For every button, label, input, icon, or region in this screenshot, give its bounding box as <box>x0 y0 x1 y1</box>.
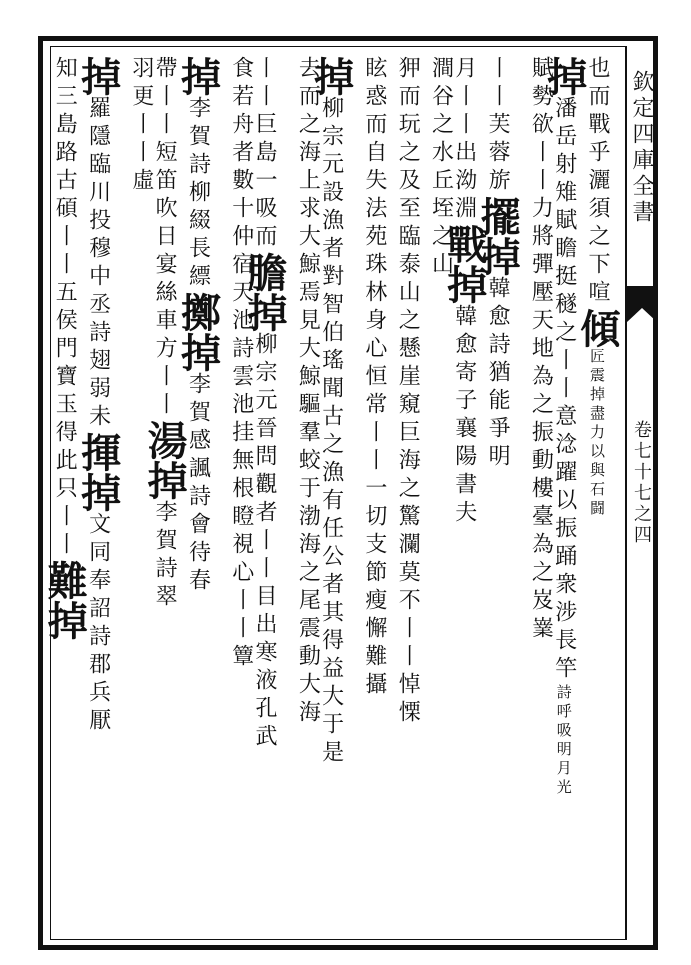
text-column <box>41 52 89 936</box>
column-text <box>41 56 87 640</box>
headword: 湯掉 <box>141 420 189 500</box>
text-column <box>573 52 622 936</box>
headword: 掉 <box>174 56 222 96</box>
body-text: 羽更丨丨虛 <box>128 56 154 196</box>
text-column <box>422 52 455 936</box>
body-text: 去而之海上求大鯨焉見大鯨驅羣蛟于渤海之尾震動大海 <box>295 56 321 728</box>
headword: 傾 <box>573 308 621 348</box>
headword: 揮掉 <box>74 432 122 512</box>
column-text <box>528 56 553 644</box>
body-text: 寶玉得此只丨丨 <box>52 364 78 560</box>
headword: 擲掉 <box>174 292 222 372</box>
body-text: 李賀詩柳綴長縹 <box>185 96 211 292</box>
column-text <box>362 56 387 700</box>
sub-text: 匠震掉盡力以與石闘 <box>587 348 606 519</box>
text-column <box>289 52 322 936</box>
text-column <box>74 52 122 936</box>
body-text: 仲宿天池詩雲池挂無根瞪視心丨丨簟 <box>228 224 254 672</box>
text-column <box>356 52 389 936</box>
headword: 掉 <box>540 56 588 96</box>
body-text: 也而戰乎灑須之下喧 <box>584 56 610 308</box>
text-column <box>389 52 422 936</box>
body-text: 羅隱臨川投穆中丞詩翅弱未 <box>85 96 111 432</box>
text-column <box>522 52 555 936</box>
sub-text: 詩呼吸明月光 <box>554 684 573 798</box>
body-text: 日宴絲車方丨丨 <box>152 224 178 420</box>
text-column <box>174 52 222 936</box>
body-text: 狎而玩之及至臨泰山之懸崖窺巨海之驚瀾莫不丨丨悼慄 <box>395 56 421 728</box>
headword: 掉 <box>307 56 355 96</box>
body-text: 月丨丨出泑淵 <box>451 56 477 224</box>
headword: 擺掉 <box>474 196 522 276</box>
body-text: 知三島路古碩丨丨五侯門 <box>52 56 78 364</box>
body-text: 眩惑而自失法苑珠林身心恒常丨丨一切支節瘦懈難攝 <box>361 56 387 700</box>
headword: 掉 <box>74 56 122 96</box>
body-text: 柳宗元設漁者對智伯瑤聞古之漁有任公者其得益大于是 <box>318 96 344 768</box>
body-text: 韓愈詩猶能爭明 <box>485 276 511 472</box>
body-text: 文同奉詔詩郡兵厭 <box>85 512 111 736</box>
headword: 膽掉 <box>241 252 289 332</box>
body-text: 韓愈寄子襄陽書夫 <box>451 304 477 528</box>
column-text <box>295 56 320 728</box>
body-text: 李賀詩翠 <box>152 500 178 612</box>
body-text: 帶丨丨短笛吹 <box>152 56 178 224</box>
column-text <box>129 56 154 196</box>
body-text: 賦勢欲丨丨力將彈壓天地為之振動樓臺為之岌嶪 <box>528 56 554 644</box>
text-column <box>474 52 522 936</box>
body-text: 潘岳射雉賦瞻挺穟之丨丨意淰躍以振踊衆涉長竿 <box>551 96 577 684</box>
body-text: 李賀感諷詩會待春 <box>185 372 211 596</box>
volume-label: 卷七十七之四 <box>631 420 652 546</box>
headword: 難掉 <box>41 560 89 640</box>
text-column <box>123 52 156 936</box>
body-text: 澗谷之水丘垤之山 <box>428 56 454 280</box>
body-text: 柳宗元晉問觀者丨丨目出寒液孔武 <box>252 332 278 752</box>
body-text: 丨丨芙蓉旂 <box>485 56 511 196</box>
column-text <box>395 56 420 728</box>
text-column <box>222 52 255 936</box>
column-text <box>428 56 453 280</box>
fish-tail-mark <box>627 286 657 322</box>
book-title: 欽定四庫全書 <box>629 70 654 226</box>
body-text: 丨丨巨島一吸而 <box>252 56 278 252</box>
body-text: 食若舟者數十 <box>228 56 254 224</box>
column-text <box>228 56 253 672</box>
headword: 戰掉 <box>440 224 488 304</box>
gutter-divider <box>626 46 627 940</box>
